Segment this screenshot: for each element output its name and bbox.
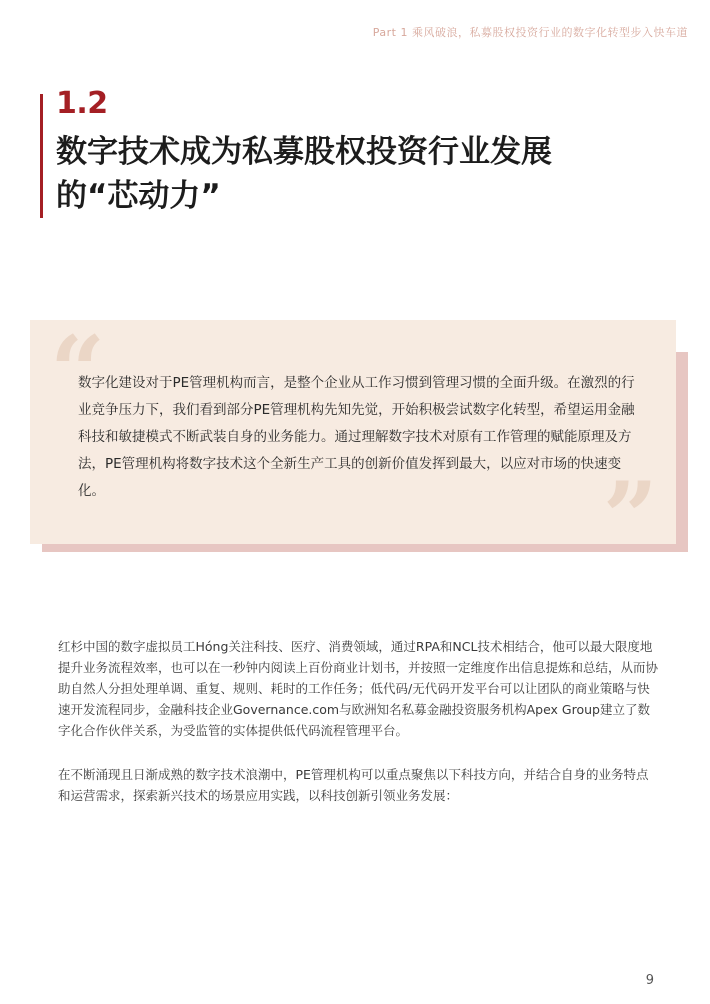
page-number: 9: [645, 973, 654, 988]
body-paragraph: 红杉中国的数字虚拟员工Hóng关注科技、医疗、消费领域，通过RPA和NCL技术相结合，他可以最大限度地提升业务流程效率，也可以在一秒钟内阅读上百份商业计划书，并按照一定维度作出信息提炼和总结，从而协助自然人分担处理单调、重复、规则、耗时的工作任务；低代码/无代码开发平台可以让团队的商业策略与快速开发流程同步，金融科技企业Governance.com与欧洲知名私募金融投资服务机构Apex Group建立了数字化合作伙伴关系，为受监管的实体提供低代码流程管理平台。: [58, 639, 659, 738]
running-header: Part 1 乘风破浪，私募股权投资行业的数字化转型步入快车道: [372, 26, 688, 39]
body-paragraph: 在不断涌现且日渐成熟的数字技术浪潮中，PE管理机构可以重点聚焦以下科技方向，并结合自身的业务特点和运营需求，探索新兴技术的场景应用实践，以科技创新引领业务发展：: [58, 767, 649, 803]
section-accent-bar: [40, 94, 43, 218]
close-quote-icon: ”: [602, 461, 658, 574]
section-number: 1.2: [56, 86, 108, 121]
section-title: 数字技术成为私募股权投资行业发展的“芯动力”: [56, 134, 552, 214]
pull-quote-text: 数字化建设对于PE管理机构而言，是整个企业从工作习惯到管理习惯的全面升级。在激烈的行业竞争压力下，我们看到部分PE管理机构先知先觉，开始积极尝试数字化转型，希望运用金融科技和敏捷模式不断武装自身的业务能力。通过理解数字技术对原有工作管理的赋能原理及方法，PE管理机构将数字技术这个全新生产工具的创新价值发挥到最大，以应对市场的快速变化。: [78, 375, 635, 499]
pull-quote: [30, 315, 676, 574]
open-quote-icon: “: [50, 315, 106, 428]
